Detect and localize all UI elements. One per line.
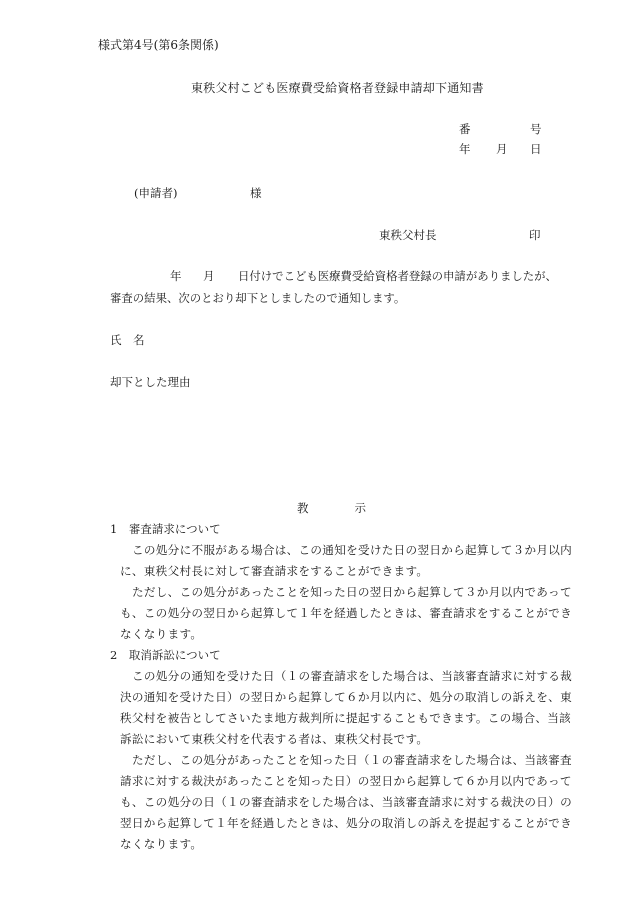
date-year: 年	[459, 142, 471, 156]
section1-title: 1 審査請求について	[110, 522, 221, 536]
section2-line: 決の通知を受けた日）の翌日から起算して６か月以内に、処分の取消しの訴えを、東	[120, 690, 572, 704]
section1-line: この処分に不服がある場合は、この通知を受けた日の翌日から起算して３か月以内	[132, 543, 573, 557]
applicant-label: (申請者)	[134, 186, 178, 200]
section2-title: 2 取消訴訟について	[110, 648, 221, 662]
section2-line: も、この処分の日（１の審査請求をした場合は、当該審査請求に対する裁決の日）の	[120, 795, 572, 809]
date-day: 日	[530, 142, 542, 156]
reason-label: 却下とした理由	[110, 375, 191, 389]
section2-line: 秩父村を被告としてさいたま地方裁判所に提起することもできます。この場合、当該	[120, 711, 572, 725]
section1-line: ただし、この処分があったことを知った日の翌日から起算して３か月以内であって	[132, 585, 572, 599]
section2-line: なくなります。	[120, 837, 203, 851]
form-number: 様式第4号(第6条関係)	[98, 38, 219, 52]
section1-line: に、東秩父村長に対して審査請求をすることができます。	[120, 564, 429, 578]
issuer-seal: 印	[529, 228, 541, 242]
notice-month: 月	[203, 269, 215, 283]
applicant-sama: 様	[250, 186, 262, 200]
doc-number-go: 号	[530, 122, 542, 136]
section2-line: 翌日から起算して１年を経過したときは、処分の取消しの訴えを提起することができ	[120, 816, 572, 830]
section1-line: なくなります。	[120, 627, 203, 641]
notice-year: 年	[170, 269, 182, 283]
section2-line: ただし、この処分があったことを知った日（１の審査請求をした場合は、当該審査	[132, 753, 572, 767]
doc-number-ban: 番	[459, 122, 471, 136]
section1-line: も、この処分の翌日から起算して１年を経過したときは、審査請求をすることができ	[120, 606, 572, 620]
document-title: 東秩父村こども医療費受給資格者登録申請却下通知書	[191, 81, 484, 95]
section2-line: 請求に対する裁決があったことを知った日）の翌日から起算して６か月以内であって	[120, 774, 572, 788]
date-month: 月	[496, 142, 508, 156]
issuer-name: 東秩父村長	[379, 228, 437, 242]
notice-line1: 日付けでこども医療費受給資格者登録の申請がありましたが、	[238, 269, 557, 283]
section2-line: 訴訟において東秩父村を代表する者は、東秩父村長です。	[120, 732, 429, 746]
name-label: 氏 名	[110, 333, 145, 347]
instruction-heading: 教 示	[297, 501, 366, 515]
section2-line: この処分の通知を受けた日（１の審査請求をした場合は、当該審査請求に対する裁	[132, 669, 573, 683]
notice-line2: 審査の結果、次のとおり却下としましたので通知します。	[110, 291, 406, 305]
